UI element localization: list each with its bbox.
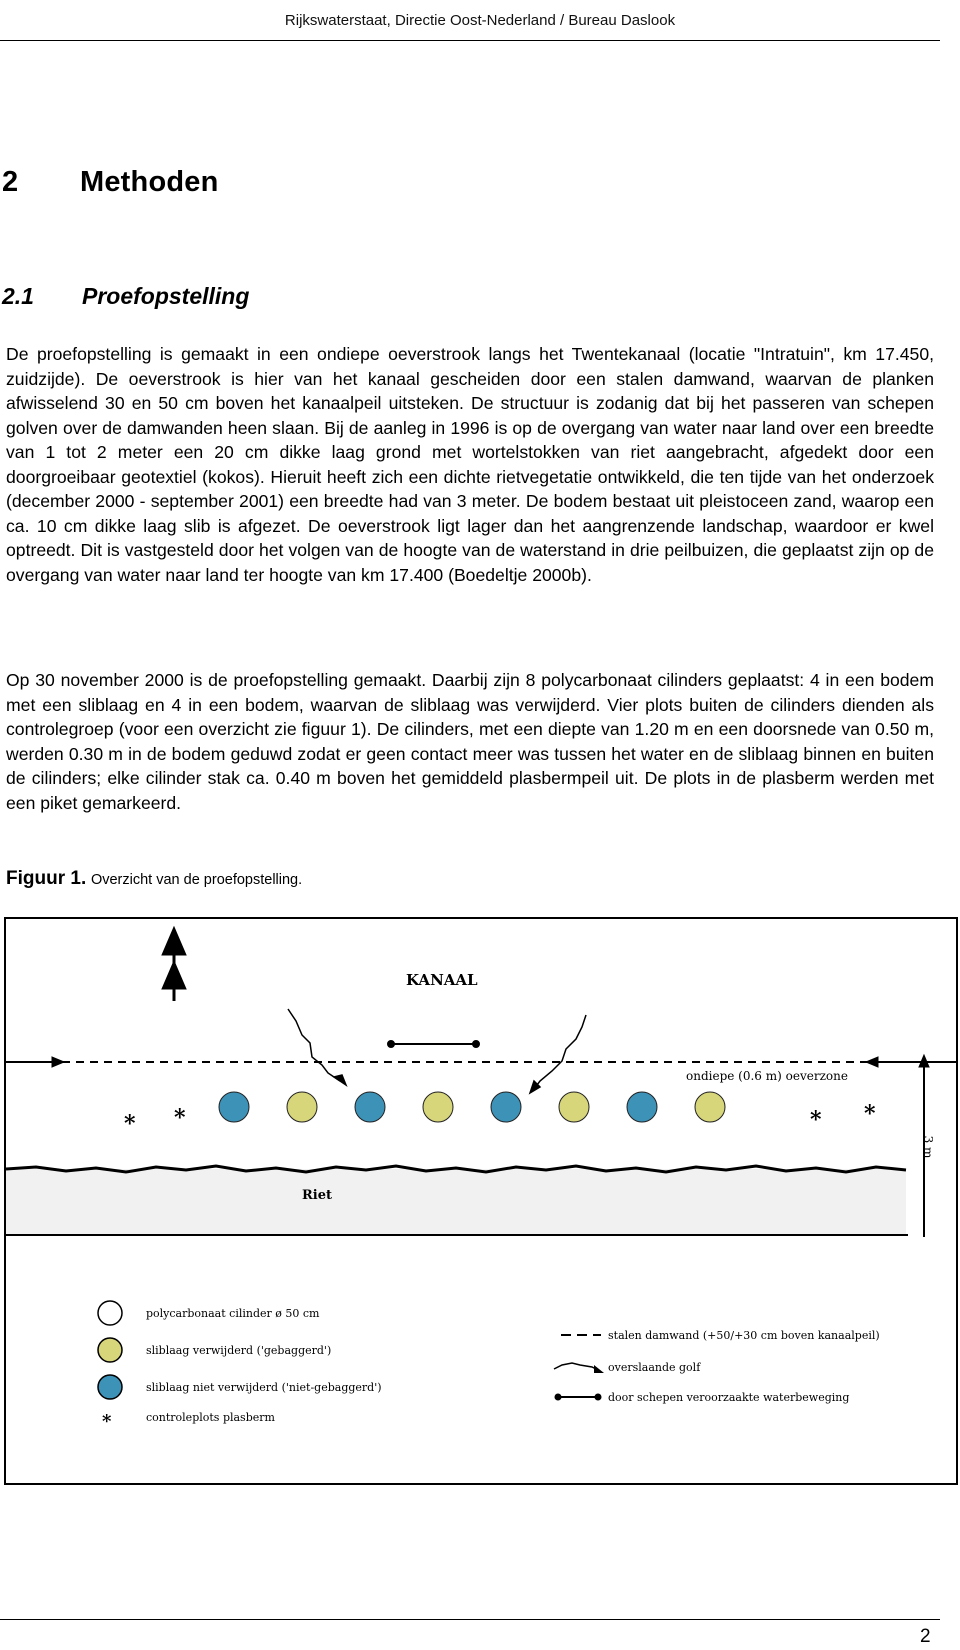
- yellow-cylinder: [287, 1092, 317, 1122]
- paragraph-2: Op 30 november 2000 is de proefopstelling gemaakt. Daarbij zijn 8 polycarbonaat cilinders geplaatst: 4 in een bodem met een sliblaag en 4 in een bodem, waarvan de sliblaag was verwijderd. Vier plots buiten de cilinders dienden als controlegroep (voor een overzicht zie figuur 1). De cilinders, met een diepte van 1.20 m en een doorsnede van 0.50 m, werden 0.30 m in de bodem geduwd zodat er geen contact meer was tussen het water en de sliblaag binnen en buiten de cilinders; elke cilinder stak ca. 0.40 m boven het gemiddeld plasbermpeil uit. De plots in de plasberm werden met een piket gemarkeerd.: [6, 670, 934, 813]
- legend-item-3: sliblaag niet verwijderd ('niet-gebaggerd'): [146, 1381, 382, 1394]
- figure-label: Figuur 1.: [6, 868, 87, 889]
- north-arrow-icon: [162, 927, 186, 1001]
- cylinder-row: [219, 1092, 725, 1122]
- figure-1: [4, 917, 958, 1485]
- blue-cylinder: [627, 1092, 657, 1122]
- chapter-number: 2: [2, 166, 19, 198]
- section-heading: [2, 283, 249, 310]
- yellow-cylinder: [695, 1092, 725, 1122]
- figure-caption-text: Overzicht van de proefopstelling.: [90, 872, 303, 888]
- yellow-cylinder: [423, 1092, 453, 1122]
- figure-caption: [6, 868, 302, 890]
- page-number: 2: [920, 1626, 931, 1647]
- zone-label: ondiepe (0.6 m) oeverzone: [686, 1069, 848, 1083]
- legend-item-7: door schepen veroorzaakte waterbeweging: [608, 1391, 850, 1404]
- reed-belt: [6, 1166, 908, 1235]
- figure-diagram: [6, 919, 956, 1483]
- blue-cylinder: [219, 1092, 249, 1122]
- legend-left: [98, 1301, 382, 1432]
- legend-item-2: sliblaag verwijderd ('gebaggerd'): [146, 1344, 332, 1357]
- control-plot-star: *: [124, 1111, 136, 1137]
- legend-item-4: controleplots plasberm: [146, 1411, 275, 1424]
- yellow-circle-icon: [98, 1338, 122, 1362]
- chapter-heading: [2, 166, 219, 199]
- chapter-title: Methoden: [80, 166, 219, 198]
- star-icon: *: [102, 1411, 112, 1432]
- legend-item-5: stalen damwand (+50/+30 cm boven kanaalpeil): [608, 1329, 880, 1342]
- white-circle-icon: [98, 1301, 122, 1325]
- paragraph-1: De proefopstelling is gemaakt in een ondiepe oeverstrook langs het Twentekanaal (locatie "Intratuin", km 17.450, zuidzijde). De oeverstrook is hier van het kanaal gescheiden door een stalen damwand, waarvan de planken afwisselend 30 en 50 cm boven het kanaalpeil uitsteken. De structuur is zodanig dat bij het passeren van schepen golven over de damwanden heen slaan. Bij de aanleg in 1996 is op de overgang van water naar land over een breedte van 1 tot 2 meter een 20 cm dikke laag grond met wortelstokken van riet aangebracht, afgedekt door een doorgroeibaar geotextiel (kokos). Hieruit heeft zich een dichte rietvegetatie ontwikkeld, die ten tijde van het onderzoek (december 2000 - september 2001) een breedte had van 3 meter. De bodem bestaat uit pleistoceen zand, waarop een ca. 10 cm dikke laag slib is afgezet. De oeverstrook ligt lager dan het aangrenzende landschap, waardoor er kwel optreedt. Dit is vastgesteld door het volgen van de hoogte van de waterstand in drie peilbuizen, die geplaatst zijn op de overgang van water naar land ter hoogte van km 17.400 (Boedeltje 2000b).: [6, 344, 934, 585]
- dot-line-icon: [555, 1394, 601, 1400]
- legend-item-1: polycarbonaat cilinder ø 50 cm: [146, 1307, 320, 1320]
- blue-circle-icon: [98, 1375, 122, 1399]
- control-plot-star: *: [174, 1105, 186, 1131]
- section-number: 2.1: [2, 283, 34, 309]
- running-header: Rijkswaterstaat, Directie Oost-Nederland / Bureau Daslook: [284, 12, 676, 29]
- zone-width-label: 3 m: [921, 1135, 935, 1159]
- ship-water-movement-line: [388, 1041, 480, 1048]
- legend-right: [554, 1329, 880, 1404]
- blue-cylinder: [355, 1092, 385, 1122]
- footer-divider: [0, 1619, 940, 1620]
- control-plot-star: *: [810, 1107, 822, 1133]
- legend-item-6: overslaande golf: [608, 1361, 701, 1374]
- section-title: Proefopstelling: [82, 283, 250, 309]
- control-plot-star: *: [864, 1101, 876, 1127]
- yellow-cylinder: [559, 1092, 589, 1122]
- header-divider: [0, 40, 940, 41]
- overtopping-wave-icon: [288, 1009, 586, 1093]
- blue-cylinder: [491, 1092, 521, 1122]
- wave-arrow-icon: [554, 1363, 604, 1373]
- riet-label: Riet: [302, 1188, 333, 1203]
- kanaal-label: KANAAL: [406, 971, 478, 989]
